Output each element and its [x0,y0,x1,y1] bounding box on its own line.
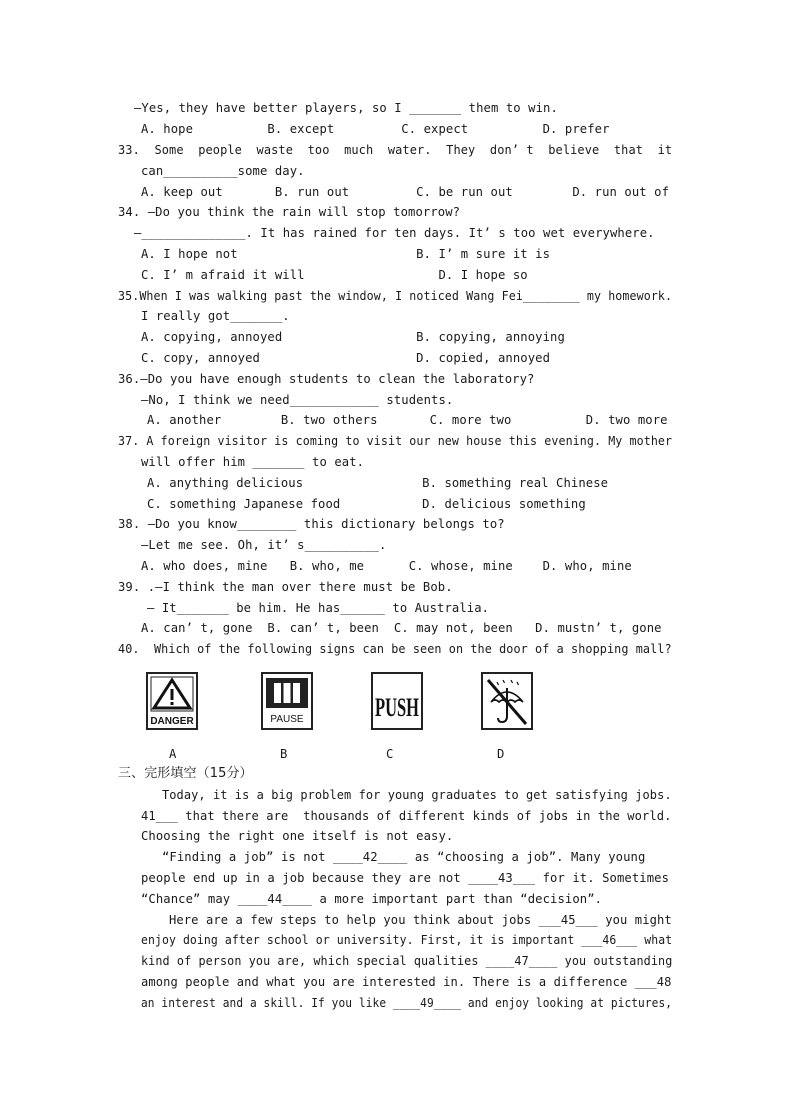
q37-options-1: A. anything delicious B. something real Chinese [147,476,609,490]
no-umbrella-sign [481,672,533,730]
q36-reply: —No, I think we need____________ students. [141,393,454,407]
cloze-line-2: 41___ that there are thousands of different kinds of jobs in the world. [141,809,672,823]
sign-label-b: B [280,747,288,761]
sign-label-d: D [497,747,505,761]
q37-stem-cont: will offer him _______ to eat. [141,455,365,469]
push-sign [371,672,423,730]
cloze-line-11: an interest and a skill. If you like ____49____ and enjoy looking at pictures, [141,996,673,1010]
q40-stem: 40. Which of the following signs can be seen on the door of a shopping mall? [118,642,672,656]
q35-stem: 35.When I was walking past the window, I noticed Wang Fei________ my homework. [118,289,673,303]
pause-sign-text: PAUSE [270,714,304,725]
q35-stem-cont: I really got_______. [141,309,290,323]
q35-options-1: A. copying, annoyed B. copying, annoying [141,330,565,344]
q39-stem: 39. .—I think the man over there must be Bob. [118,580,453,594]
cloze-line-7: Here are a few steps to help you think about jobs ___45___ you might [169,913,672,927]
q39-reply: — It_______ be him. He has______ to Australia. [147,601,490,615]
sign-label-a: A [169,747,177,761]
cloze-line-8: enjoy doing after school or university. First, it is important ___46___ what [141,933,673,947]
cloze-line-3: Choosing the right one itself is not easy. [141,829,454,843]
q36-options: A. another B. two others C. more two D. two more [147,413,668,427]
cloze-line-4: “Finding a job” is not ____42____ as “choosing a job”. Many young [162,850,646,864]
q38-options: A. who does, mine B. who, me C. whose, mine D. who, mine [141,559,632,573]
push-sign-text: PUSH [375,693,419,722]
danger-sign-text: DANGER [150,716,194,727]
danger-sign [146,672,198,730]
sign-label-c: C [386,747,394,761]
q32-options: A. hope B. except C. expect D. prefer [141,122,610,136]
q39-options: A. can’ t, gone B. can’ t, been C. may not, been D. mustn’ t, gone [141,621,662,635]
q33-stem: 33. Some people waste too much water. They don’ t believe that it [118,143,673,157]
umbrella-icon [481,672,533,730]
cloze-line-1: Today, it is a big problem for young graduates to get satisfying jobs. [162,788,672,802]
cloze-line-5: people end up in a job because they are not ____43___ for it. Sometimes [141,871,670,885]
q38-stem: 38. —Do you know________ this dictionary belongs to? [118,517,505,531]
q36-stem: 36.—Do you have enough students to clean the laboratory? [118,372,535,386]
q34-stem: 34. —Do you think the rain will stop tomorrow? [118,205,461,219]
q35-options-2: C. copy, annoyed D. copied, annoyed [141,351,551,365]
q34-reply: —______________. It has rained for ten days. It’ s too wet everywhere. [134,226,655,240]
cloze-line-6: “Chance” may ____44____ a more important part than “decision”. [141,892,603,906]
q32-reply: —Yes, they have better players, so I _______ them to win. [134,101,558,115]
q37-options-2: C. something Japanese food D. delicious something [147,497,586,511]
q38-reply: —Let me see. Oh, it’ s__________. [141,538,387,552]
pause-sign [261,672,313,730]
q33-options: A. keep out B. run out C. be run out D. run out of [141,185,670,199]
q37-stem: 37. A foreign visitor is coming to visit our new house this evening. My mother [118,434,673,448]
cloze-line-9: kind of person you are, which special qualities ____47____ you outstanding [141,954,673,968]
section-heading: 三、完形填空（15分） [118,766,253,781]
q33-stem-cont: can__________some day. [141,164,305,178]
cloze-line-10: among people and what you are interested in. There is a difference ___48 [141,975,672,989]
q34-options-2: C. I’ m afraid it will D. I hope so [141,268,528,282]
q34-options-1: A. I hope not B. I’ m sure it is [141,247,551,261]
